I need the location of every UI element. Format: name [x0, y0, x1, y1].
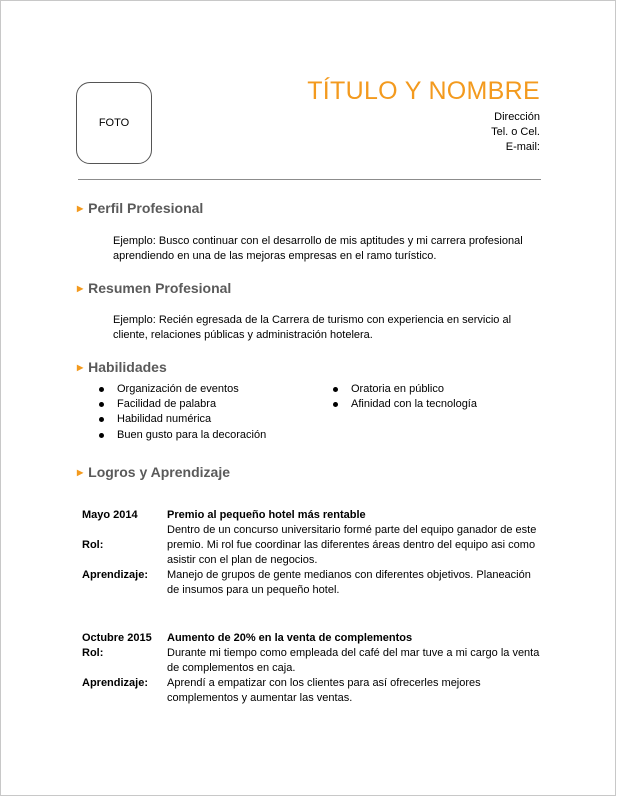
achievement-date: Octubre 2015 — [82, 632, 152, 644]
skills-list-left — [99, 382, 266, 443]
resumen-text: Ejemplo: Recién egresada de la Carrera de turismo con experiencia en servicio al cliente, relaciones públicas y administración hotelera. — [113, 314, 512, 341]
section-heading-text: Resumen Profesional — [88, 280, 232, 296]
triangle-bullet-icon: ▶ — [77, 362, 84, 372]
list-item — [99, 428, 266, 443]
skill-text: Afinidad con la tecnología — [351, 398, 477, 411]
name-title: TÍTULO Y NOMBRE — [307, 77, 540, 105]
achievement-title: Premio al pequeño hotel más rentable — [167, 509, 366, 521]
aprendizaje-label: Aprendizaje: — [82, 569, 149, 581]
triangle-bullet-icon: ▶ — [77, 467, 84, 477]
rol-text: Durante mi tiempo como empleada del café del mar tuve a mi cargo la venta de complementos en caja. — [167, 647, 540, 674]
section-heading-perfil — [77, 200, 203, 216]
achievement-title: Aumento de 20% en la venta de complementos — [167, 632, 413, 644]
section-heading-resumen — [77, 280, 231, 296]
list-item — [333, 397, 477, 412]
contact-email: E-mail: — [505, 141, 540, 153]
contact-block — [491, 110, 540, 155]
list-item — [99, 397, 266, 412]
skill-text: Habilidad numérica — [117, 413, 212, 426]
header-divider — [78, 179, 541, 180]
aprendizaje-text: Aprendí a empatizar con los clientes para así ofrecerles mejores complementos y aumentar las ventas. — [167, 677, 481, 704]
contact-address: Dirección — [494, 111, 540, 123]
skill-text: Buen gusto para la decoración — [117, 428, 267, 441]
achievement-entry-2 — [82, 631, 542, 706]
rol-text: premio. Mi rol fue coordinar las diferentes áreas dentro del equipo asi como asistir con el plan de negocios. — [167, 539, 536, 566]
list-item — [99, 412, 266, 427]
bullet-dot-icon — [333, 387, 338, 392]
aprendizaje-text: Manejo de grupos de gente medianos con diferentes objetivos. Planeación de insumos para un pequeño hotel. — [167, 569, 531, 596]
photo-label: FOTO — [98, 117, 130, 129]
section-heading-text: Perfil Profesional — [88, 200, 204, 216]
achievement-date: Mayo 2014 — [82, 509, 138, 521]
achievement-intro: Dentro de un concurso universitario formé parte del equipo ganador de este — [167, 524, 537, 536]
skill-text: Facilidad de palabra — [117, 398, 217, 411]
contact-phone: Tel. o Cel. — [491, 126, 540, 138]
list-item — [333, 382, 477, 397]
triangle-bullet-icon: ▶ — [77, 283, 84, 293]
section-heading-habilidades — [77, 359, 167, 375]
section-heading-text: Habilidades — [88, 359, 167, 375]
bullet-dot-icon — [99, 433, 104, 438]
photo-placeholder — [76, 82, 152, 164]
list-item — [99, 382, 266, 397]
perfil-text: Ejemplo: Busco continuar con el desarrollo de mis aptitudes y mi carrera profesional aprendiendo en una de las mejoras empresas en el ramo turístico. — [113, 235, 523, 262]
skills-list-right — [333, 382, 477, 412]
bullet-dot-icon — [99, 417, 104, 422]
aprendizaje-label: Aprendizaje: — [82, 677, 149, 689]
achievement-entry-1 — [82, 508, 542, 598]
rol-label: Rol: — [82, 647, 104, 659]
bullet-dot-icon — [99, 387, 104, 392]
section-heading-logros — [77, 464, 230, 480]
section-heading-text: Logros y Aprendizaje — [88, 464, 230, 480]
bullet-dot-icon — [333, 402, 338, 407]
bullet-dot-icon — [99, 402, 104, 407]
skill-text: Organización de eventos — [117, 383, 239, 395]
rol-label: Rol: — [82, 539, 104, 551]
triangle-bullet-icon: ▶ — [77, 203, 84, 213]
skill-text: Oratoria en público — [351, 383, 444, 395]
